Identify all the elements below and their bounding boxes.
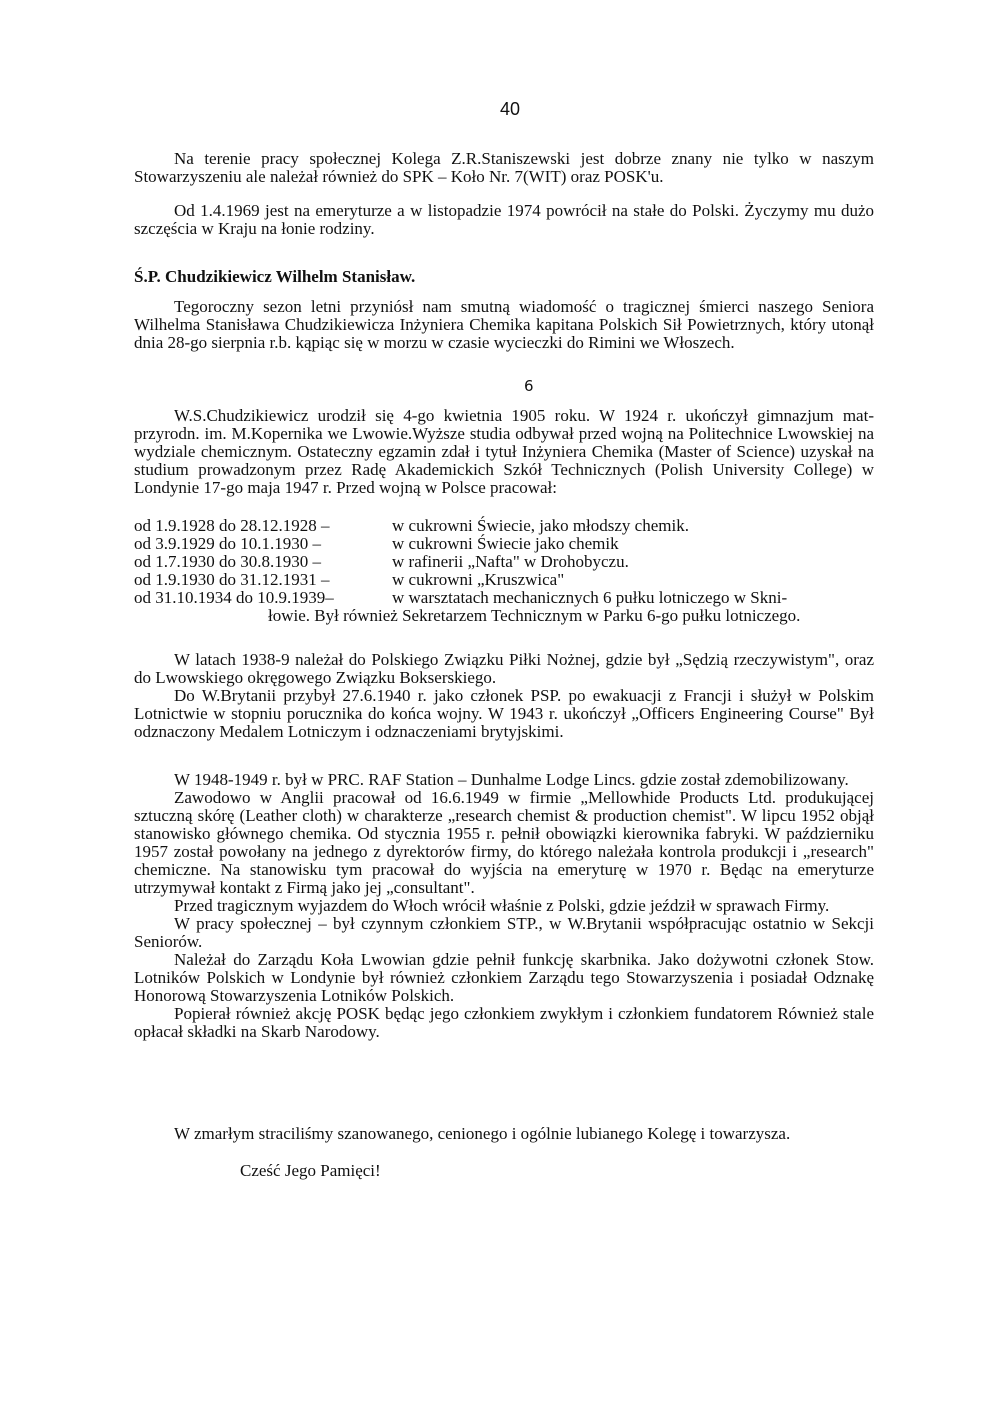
- paragraph-latach: [134, 651, 874, 687]
- handwritten-correction: 6: [524, 377, 534, 395]
- employment-row: [134, 571, 874, 589]
- paragraph-tegoroczny: [134, 298, 874, 352]
- paragraph-social-work: W pracy społecznej – był czynnym członkiem STP., w W.Brytanii współpracując ostatnio w Sekcji Seniorów.: [134, 914, 874, 951]
- employment-place: w rafinerii „Nafta" w Drohobyczu.: [392, 552, 629, 571]
- paragraph-zmarlym-text: W zmarłym straciliśmy szanowanego, cenionego i ogólnie lubianego Kolegę i towarzysza.: [174, 1124, 791, 1143]
- later-life-section: [134, 771, 874, 1041]
- intro-text-2: Od 1.4.1969 jest na emeryturze a w listopadzie 1974 powrócił na stałe do Polski. Życzymy mu dużo szczęścia w Kraju na łonie rodziny.: [134, 201, 874, 238]
- employment-row: [134, 589, 874, 607]
- intro-text-1: Na terenie pracy społecznej Kolega Z.R.Staniszewski jest dobrze znany nie tylko w naszym Stowarzyszeniu ale należał również do SPK – Koło Nr. 7(WIT) oraz POSK'u.: [134, 149, 874, 186]
- paragraph-brytanii-text: Do W.Brytanii przybył 27.6.1940 r. jako członek PSP. po ewakuacji z Francji i służył w Polskim Lotnictwie w stopniu porucznika do końca wojny. W 1943 r. ukończył „Officers Engineering Course" Był odznaczony Medalem Lotniczym i odznaczeniami brytyjskimi.: [134, 686, 874, 741]
- employment-place: w warsztatach mechanicznych 6 pułku lotniczego w Skni-: [392, 588, 788, 607]
- page-number: 40: [499, 99, 521, 119]
- employment-row: [134, 553, 874, 571]
- intro-paragraph-1: [134, 150, 874, 186]
- employment-continuation: łowie. Był również Sekretarzem Technicznym w Parku 6-go pułku lotniczego.: [268, 606, 801, 625]
- paragraph-zmarlym: [134, 1125, 874, 1143]
- paragraph-last-trip: Przed tragicznym wyjazdem do Włoch wrócił właśnie z Polski, gdzie jeździł w sprawach Firmy.: [174, 896, 830, 915]
- obituary-heading: Ś.P. Chudzikiewicz Wilhelm Stanisław.: [134, 267, 416, 286]
- paragraph-tegoroczny-text: Tegoroczny sezon letni przyniósł nam smutną wiadomość o tragicznej śmierci naszego Seniora Wilhelma Stanisława Chudzikiewicza Inżyniera Chemika kapitana Polskich Sił Powietrznych, który utonął dnia 28-go sierpnia r.b. kąpiąc się w morzu w czasie wycieczki do Rimini we Włoszech.: [134, 297, 874, 352]
- paragraph-posk: Popierał również akcję POSK będąc jego członkiem zwykłym i członkiem fundatorem Również stale opłacał składki na Skarb Narodowy.: [134, 1004, 874, 1041]
- employment-place: w cukrowni Świecie jako chemik: [392, 534, 619, 553]
- employment-row: [134, 535, 874, 553]
- paragraph-career: Zawodowo w Anglii pracował od 16.6.1949 w firmie „Mellowhide Products Ltd. produkującej sztuczną skórę (Leather cloth) w charakterze „research chemist & production chemist". W lipcu 1952 objął stanowisko głównego chemika. Od stycznia 1955 r. pełnił obowiązki kierownika fabryki. W październiku 1957 został powołany na jednego z dyrektorów firmy, do którego należała kontrola produkcji i „research" chemiczne. Na stanowisku tym pracował do wyjścia na emeryturę w 1970 r. Będąc na emeryturze utrzymywał kontakt z Firmą jako jej „consultant".: [134, 788, 874, 897]
- paragraph-latach-text: W latach 1938-9 należał do Polskiego Związku Piłki Nożnej, gdzie był „Sędzią rzeczywistym", oraz do Lwowskiego okręgowego Związku Bokserskiego.: [134, 650, 874, 687]
- employment-dates: od 1.7.1930 do 30.8.1930 –: [134, 552, 321, 571]
- closing-line: Cześć Jego Pamięci!: [240, 1161, 381, 1180]
- employment-place: w cukrowni Świecie, jako młodszy chemik.: [392, 516, 689, 535]
- intro-paragraph-2: [134, 202, 874, 238]
- paragraph-brytanii: [134, 687, 874, 741]
- paragraph-urodzil-text: W.S.Chudzikiewicz urodził się 4-go kwietnia 1905 roku. W 1924 r. ukończył gimnazjum mat-przyrodn. im. M.Kopernika we Lwowie.Wyższe studia odbywał przed wojną na Politechnice Lwowskiej na wydziale chemicznym. Ostateczny egzamin zdał i tytuł Inżyniera Chemika (Master of Science) uzyskał na studium prowadzonym przez Radę Akademickich Szkół Technicznych (Polish University College) w Londynie 17-go maja 1947 r. Przed wojną w Polsce pracował:: [134, 406, 874, 497]
- employment-row: [134, 517, 874, 535]
- employment-place: w cukrowni „Kruszwica": [392, 570, 565, 589]
- employment-dates: od 1.9.1928 do 28.12.1928 –: [134, 516, 330, 535]
- employment-dates: od 1.9.1930 do 31.12.1931 –: [134, 570, 330, 589]
- employment-dates: od 31.10.1934 do 10.9.1939–: [134, 588, 334, 607]
- paragraph-associations: Należał do Zarządu Koła Lwowian gdzie pełnił funkcję skarbnika. Jako dożywotni członek Stow. Lotników Polskich w Londynie był również członkiem Zarządu tego Stowarzyszenia i posiadał Odznakę Honorową Stowarzyszenia Lotników Polskich.: [134, 950, 874, 1005]
- paragraph-urodzil: [134, 407, 874, 497]
- paragraph-demobilization: W 1948-1949 r. był w PRC. RAF Station – Dunhalme Lodge Lincs. gdzie został zdemobilizowany.: [174, 770, 849, 789]
- employment-dates: od 3.9.1929 do 10.1.1930 –: [134, 534, 321, 553]
- employment-list: [134, 517, 874, 625]
